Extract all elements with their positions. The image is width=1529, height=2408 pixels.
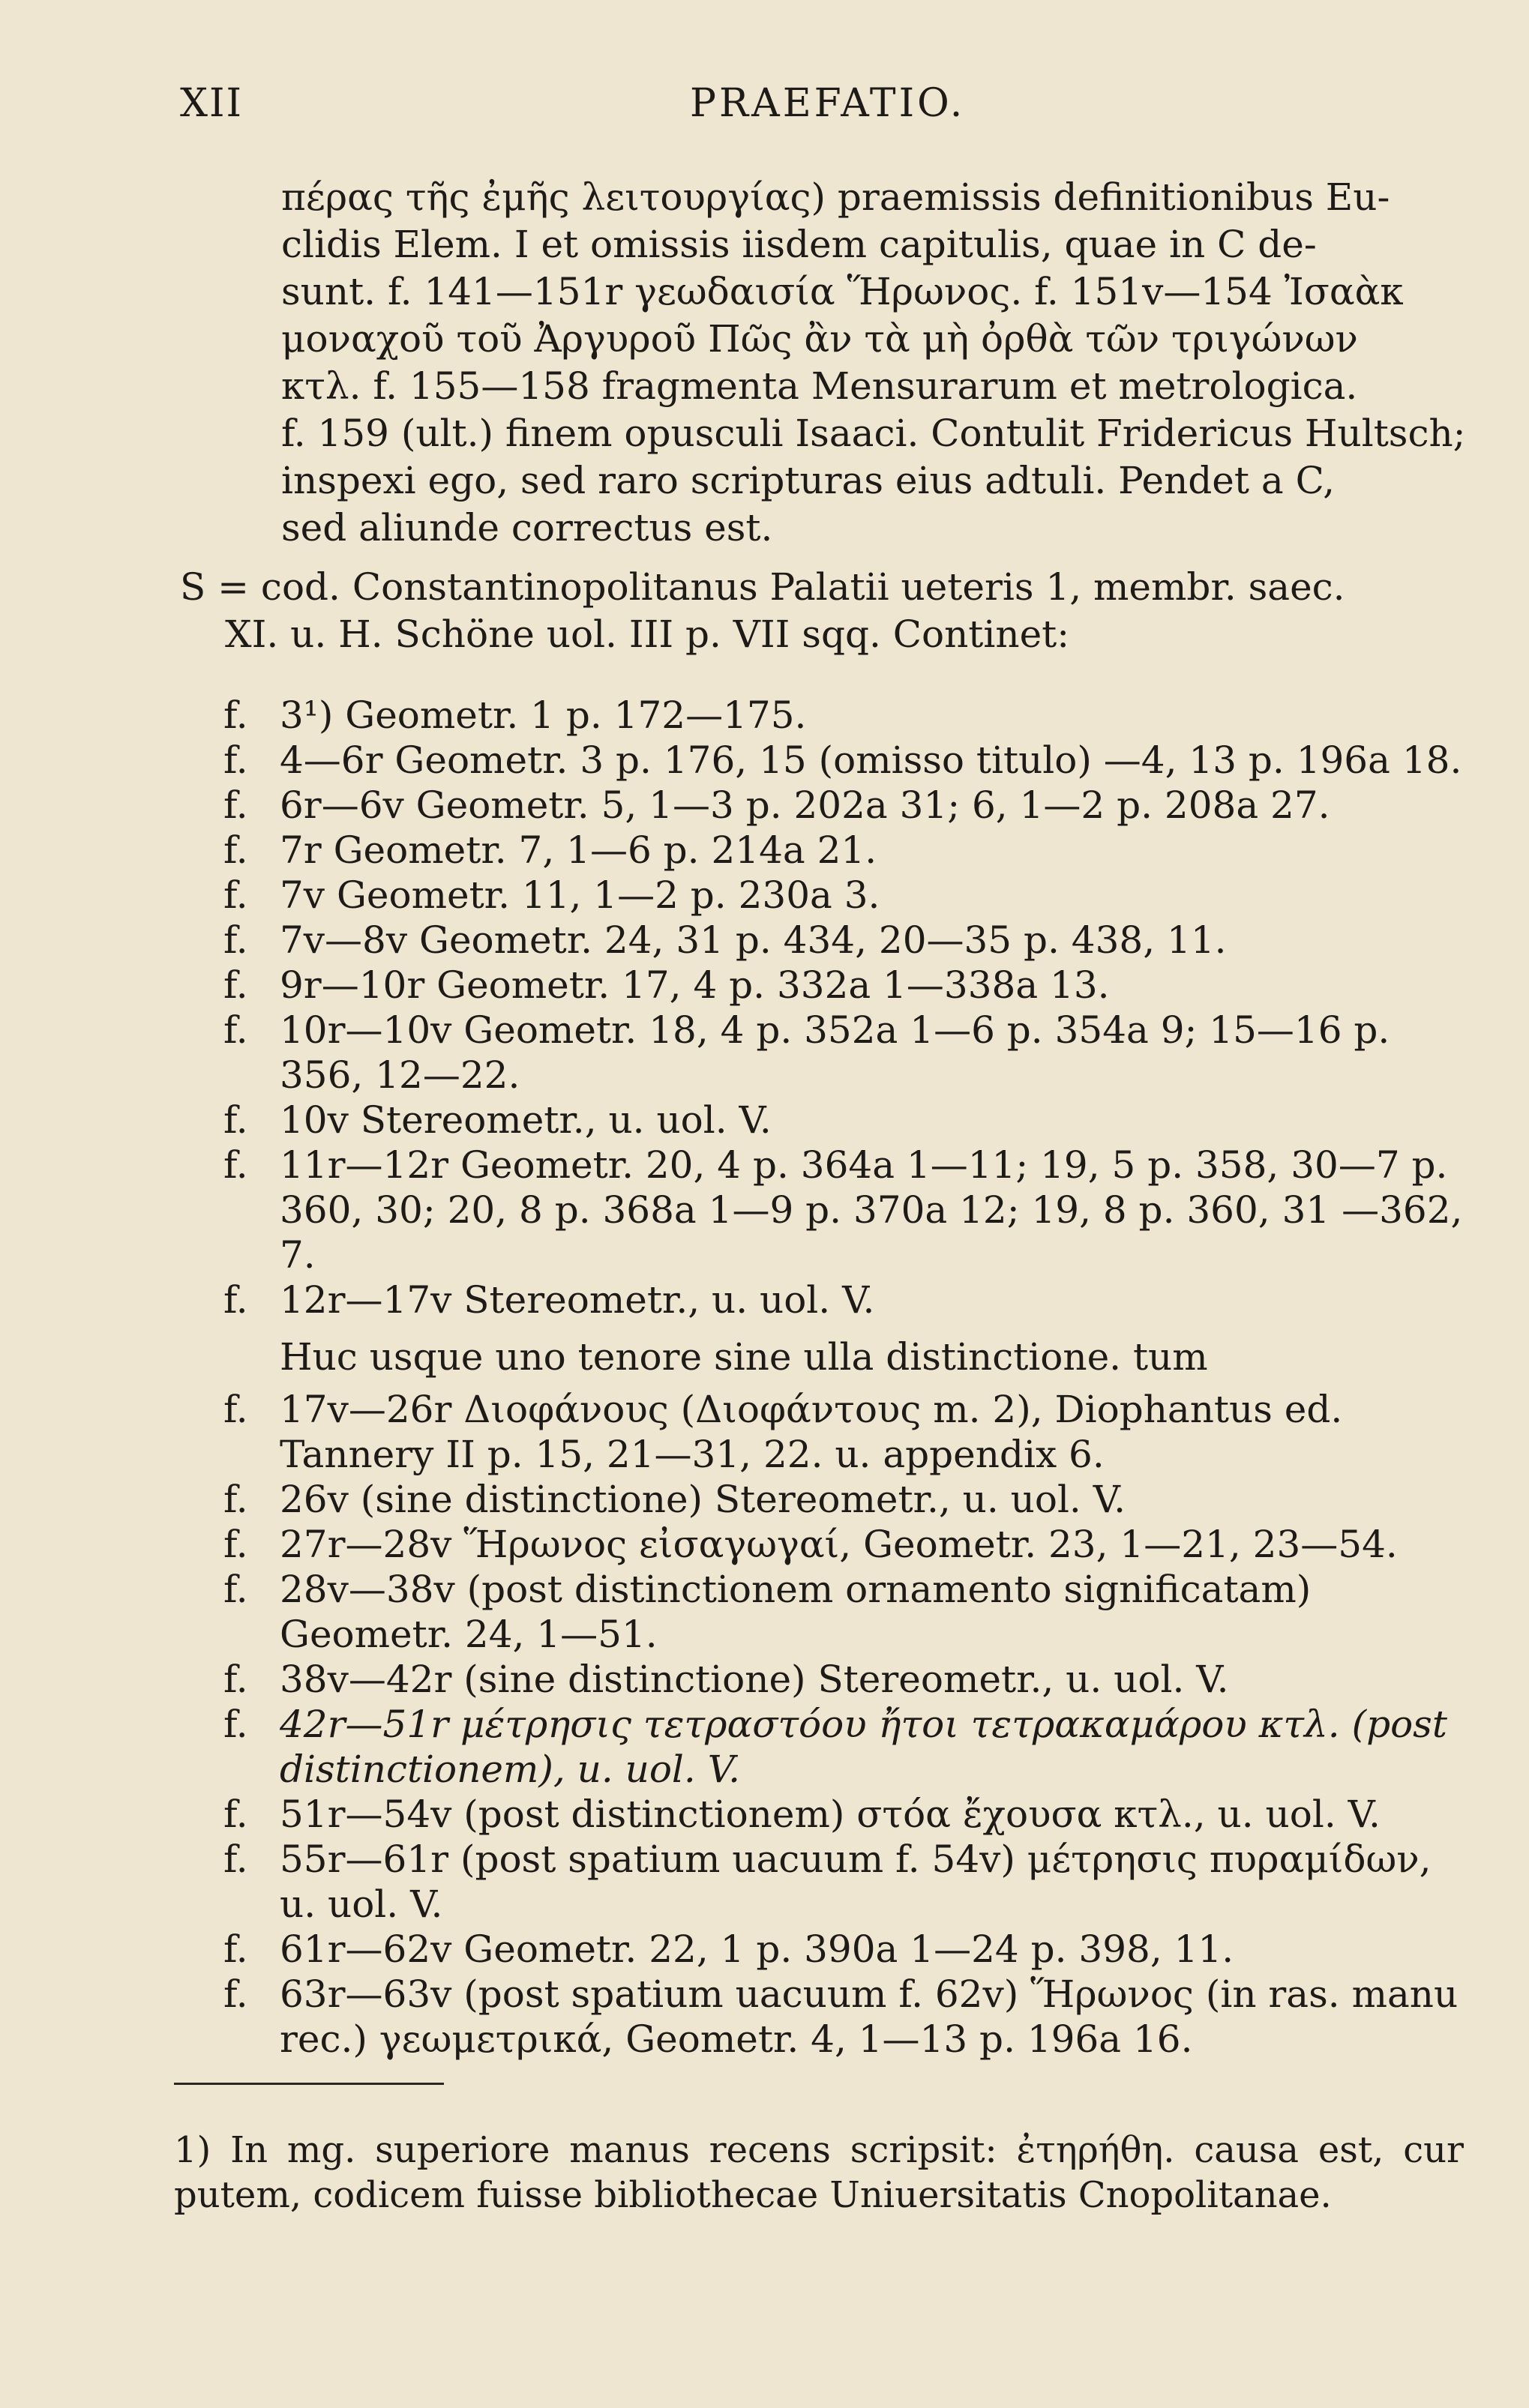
contents-item (223, 1098, 1468, 1143)
folio-marker: f. (223, 693, 248, 737)
contents-item (223, 1277, 1468, 1322)
contents-item (223, 1927, 1468, 1972)
contents-item (223, 1972, 1468, 2062)
contents-item (223, 1567, 1468, 1657)
text-line: sed aliunde correctus est. (281, 506, 773, 550)
text-line: μοναχοῦ τοῦ Ἀργυροῦ Πῶς ἂν τὰ μὴ ὀρθὰ τῶν τριγώνων (281, 317, 1358, 361)
folio-marker: f. (223, 1523, 248, 1566)
contents-item (223, 1522, 1468, 1567)
text-line: πέρας τῆς ἐμῆς λειτουργίας) praemissis definitionibus Eu- (281, 175, 1390, 219)
contents-text: 4—6r Geometr. 3 p. 176, 15 (omisso titulo) —4, 13 p. 196a 18. (280, 738, 1462, 782)
text-line: sunt. f. 141—151r γεωδαισία Ἥρωνος. f. 151v—154 Ἰσαὰκ (281, 270, 1404, 313)
contents-text: 55r—61r (post spatium uacuum f. 54v) μέτρησις πυραμίδων, u. uol. V. (280, 1837, 1432, 1926)
folio-marker: f. (223, 1278, 248, 1322)
contents-item (223, 1702, 1468, 1792)
intro-paragraph (281, 174, 1465, 552)
contents-item (223, 1477, 1468, 1522)
folio-marker: f. (223, 828, 248, 872)
contents-text: 27r—28v Ἥρωνος εἰσαγωγαί, Geometr. 23, 1—21, 23—54. (280, 1523, 1398, 1566)
folio-marker: f. (223, 1793, 248, 1836)
folio-marker: f. (223, 1927, 248, 1971)
folio-marker: f. (223, 1703, 248, 1746)
contents-text: 11r—12r Geometr. 20, 4 p. 364a 1—11; 19, 5 p. 358, 30—7 p. 360, 30; 20, 8 p. 368a 1—9 p. 370a 12; 19, 8 p. 360, 31 —362, 7. (280, 1143, 1463, 1277)
contents-text: 61r—62v Geometr. 22, 1 p. 390a 1—24 p. 398, 11. (280, 1927, 1234, 1971)
contents-item (223, 1792, 1468, 1837)
sigla-paragraph (180, 564, 1470, 658)
contents-text: 17v—26r Διοφάνους (Διοφάντους m. 2), Diophantus ed. Tannery II p. 15, 21—31, 22. u. appendix 6. (280, 1388, 1343, 1476)
folio-marker: f. (223, 1568, 248, 1611)
folio-marker: f. (223, 1478, 248, 1521)
contents-text: 7v—8v Geometr. 24, 31 p. 434, 20—35 p. 438, 11. (280, 918, 1227, 962)
contents-item (223, 1387, 1468, 1477)
contents-text: 42r—51r μέτρησις τετραστόου ἤτοι τετρακαμάρου κτλ. (post distinctionem), u. uol. V. (280, 1703, 1447, 1791)
contents-item (223, 738, 1468, 783)
contents-text: 51r—54v (post distinctionem) στόα ἔχουσα κτλ., u. uol. V. (280, 1793, 1381, 1836)
contents-text: 38v—42r (sine distinctione) Stereometr., u. uol. V. (280, 1658, 1229, 1701)
contents-text: 7r Geometr. 7, 1—6 p. 214a 21. (280, 828, 877, 872)
contents-item (223, 963, 1468, 1008)
contents-text: 63r—63v (post spatium uacuum f. 62v) Ἥρωνος (in ras. manu rec.) γεωμετρικά, Geometr. 4, 1—13 p. 196a 16. (280, 1972, 1459, 2061)
contents-item (223, 1008, 1468, 1098)
folio-marker: f. (223, 738, 248, 782)
huc-line: Huc usque uno tenore sine ulla distinctione. tum (280, 1335, 1208, 1379)
folio-marker: f. (223, 1008, 248, 1052)
text-line: f. 159 (ult.) finem opusculi Isaaci. Contulit Fridericus Hultsch; (281, 412, 1466, 455)
contents-item (223, 1143, 1468, 1277)
folio-marker: f. (223, 1143, 248, 1187)
contents-text: 10v Stereometr., u. uol. V. (280, 1098, 772, 1142)
folio-marker: f. (223, 963, 248, 1007)
contents-text: 12r—17v Stereometr., u. uol. V. (280, 1278, 875, 1322)
folio-marker: f. (223, 918, 248, 962)
contents-item (223, 918, 1468, 963)
contents-text: 6r—6v Geometr. 5, 1—3 p. 202a 31; 6, 1—2 p. 208a 27. (280, 783, 1330, 827)
text-line: κτλ. f. 155—158 fragmenta Mensurarum et metrologica. (281, 364, 1358, 408)
contents-text: 7v Geometr. 11, 1—2 p. 230a 3. (280, 873, 880, 917)
text-line: inspexi ego, sed raro scripturas eius adtuli. Pendet a C, (281, 459, 1335, 502)
contents-item (223, 1837, 1468, 1927)
folio-marker: f. (223, 873, 248, 917)
contents-text: 3¹) Geometr. 1 p. 172—175. (280, 693, 807, 737)
folio-marker: f. (223, 783, 248, 827)
text-line: XI. u. H. Schöne uol. III p. VII sqq. Continet: (225, 612, 1070, 656)
contents-text: 9r—10r Geometr. 17, 4 p. 332a 1—338a 13. (280, 963, 1110, 1007)
folio-marker: f. (223, 1098, 248, 1142)
text-line: S = cod. Constantinopolitanus Palatii ueteris 1, membr. saec. (180, 565, 1345, 609)
page-header (180, 81, 1470, 133)
folio-marker: f. (223, 1658, 248, 1701)
page-number: XII (180, 81, 244, 126)
running-title: PRAEFATIO. (690, 81, 966, 126)
contents-item (223, 873, 1468, 918)
contents-item (223, 693, 1468, 738)
contents-item (223, 783, 1468, 828)
contents-text: 26v (sine distinctione) Stereometr., u. uol. V. (280, 1478, 1126, 1521)
contents-text: 28v—38v (post distinctionem ornamento significatam) Geometr. 24, 1—51. (280, 1568, 1312, 1656)
contents-item (223, 828, 1468, 873)
folio-marker: f. (223, 1837, 248, 1881)
contents-text: 10r—10v Geometr. 18, 4 p. 352a 1—6 p. 354a 9; 15—16 p. 356, 12—22. (280, 1008, 1390, 1097)
footnote-rule (174, 2083, 444, 2085)
folio-marker: f. (223, 1388, 248, 1431)
text-line: clidis Elem. I et omissis iisdem capitulis, quae in C de- (281, 223, 1317, 266)
footnote: 1) In mg. superiore manus recens scripsit: ἐτηρήθη. causa est, cur putem, codicem fuisse bibliothecae Uniuersitatis Cnopolitanae. (174, 2129, 1464, 2216)
folio-marker: f. (223, 1972, 248, 2016)
contents-item (223, 1657, 1468, 1702)
